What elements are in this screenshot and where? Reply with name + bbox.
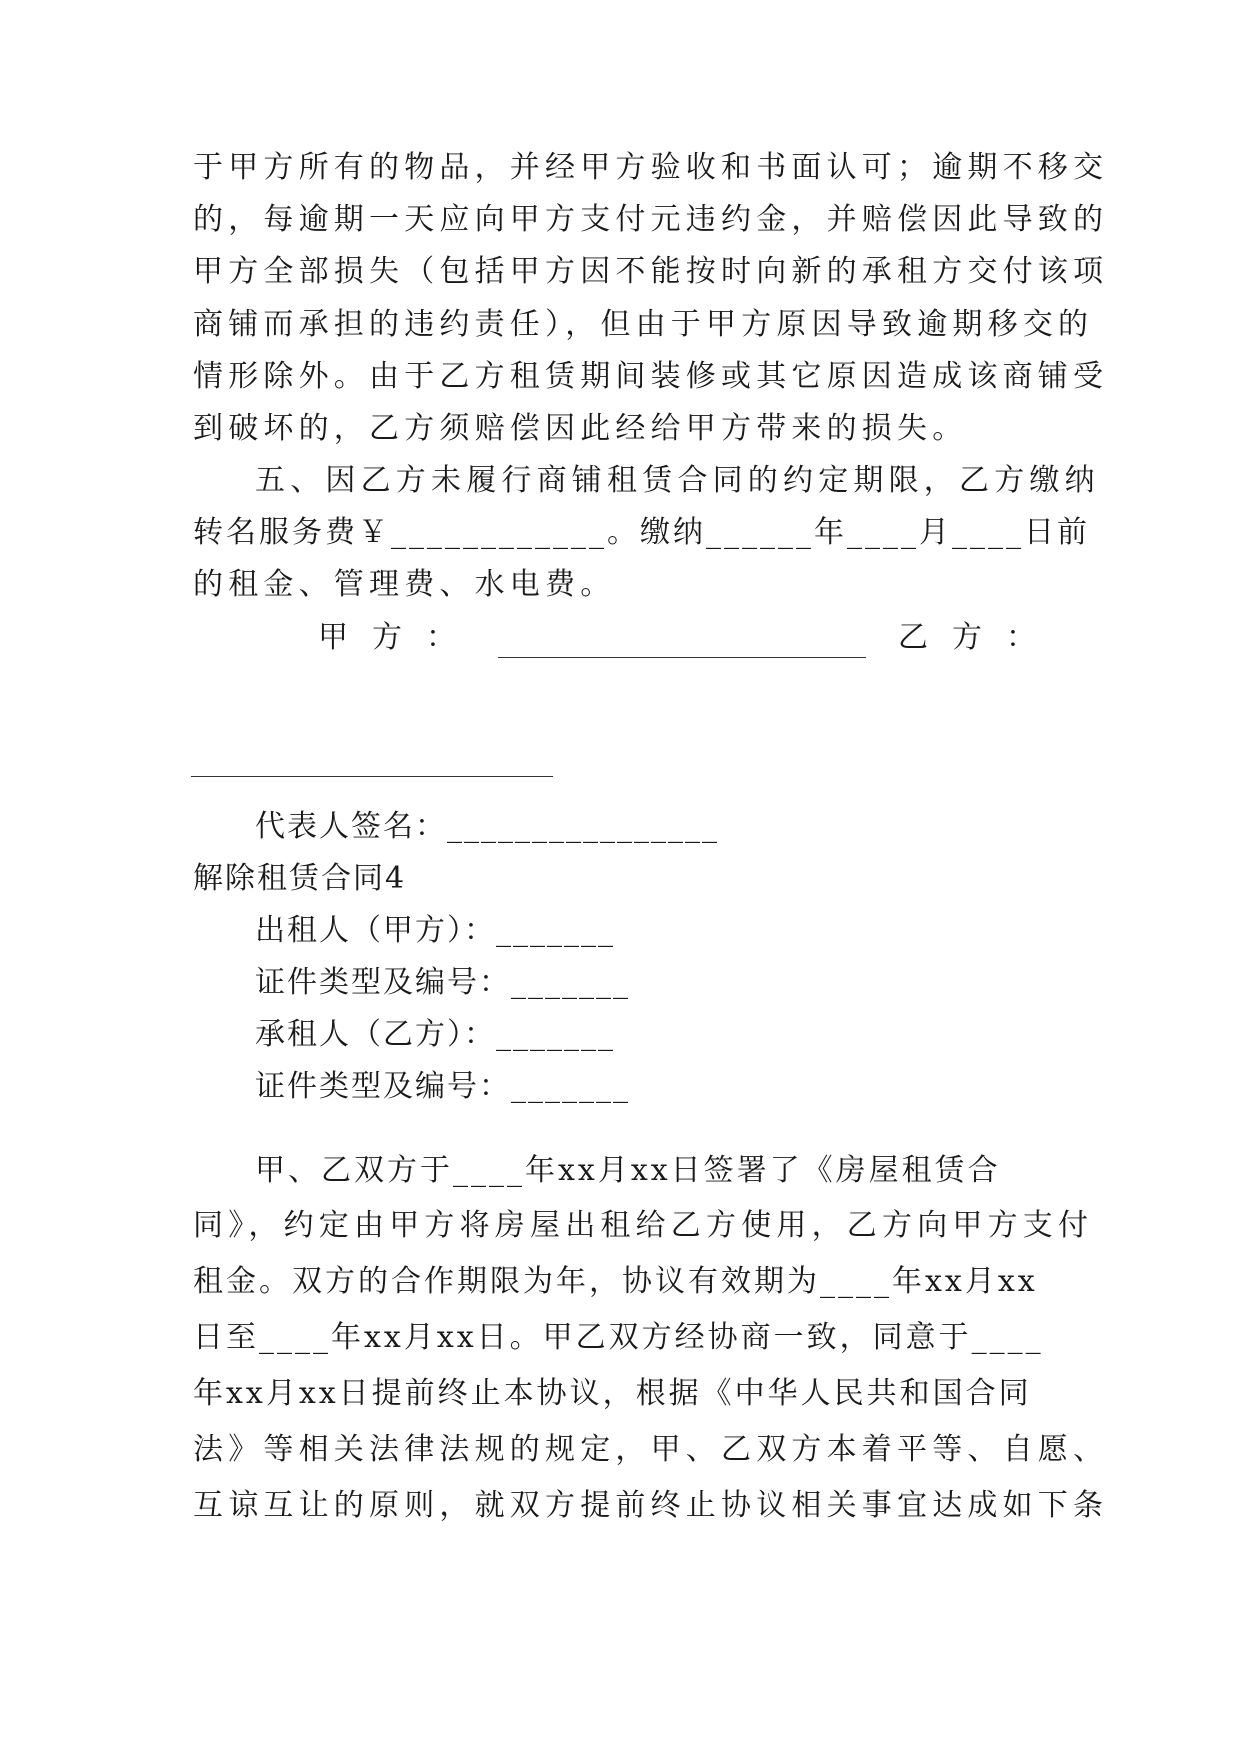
paragraph-line: 商铺而承担的违约责任），但由于甲方原因导致逾期移交的 bbox=[193, 307, 1094, 342]
paragraph-line: 租金。双方的合作期限为年，协议有效期为____年xx月xx bbox=[193, 1264, 1038, 1299]
paragraph-line: 的租金、管理费、水电费。 bbox=[193, 567, 616, 602]
lessor-field: 出租人（甲方）：_______ bbox=[255, 913, 615, 948]
id-type-field: 证件类型及编号：_______ bbox=[255, 965, 630, 1000]
paragraph-line: 到破坏的，乙方须赔偿因此经给甲方带来的损失。 bbox=[193, 411, 968, 446]
lessee-field: 承租人（乙方）：_______ bbox=[255, 1017, 615, 1052]
section-title: 解除租赁合同4 bbox=[193, 861, 407, 896]
paragraph-line: 法》等相关法律法规的规定，甲、乙双方本着平等、自愿、 bbox=[193, 1432, 1109, 1467]
party-a-signature-line bbox=[498, 657, 866, 658]
paragraph-line: 互谅互让的原则，就双方提前终止协议相关事宜达成如下条 bbox=[193, 1488, 1109, 1523]
party-b-label: 乙方： bbox=[898, 620, 1060, 655]
representative-signature: 代表人签名：________________ bbox=[255, 809, 719, 844]
paragraph-line: 甲、乙双方于____年xx月xx日签署了《房屋租赁合 bbox=[255, 1153, 1001, 1188]
paragraph-line: 情形除外。由于乙方租赁期间装修或其它原因造成该商铺受 bbox=[193, 359, 1109, 394]
paragraph-line: 转名服务费￥____________。缴纳______年____月____日前 bbox=[193, 515, 1090, 550]
paragraph-line: 五、因乙方未履行商铺租赁合同的约定期限，乙方缴纳 bbox=[255, 463, 1100, 498]
paragraph-line: 甲方全部损失（包括甲方因不能按时向新的承租方交付该项 bbox=[193, 254, 1109, 289]
paragraph-line: 同》，约定由甲方将房屋出租给乙方使用，乙方向甲方支付 bbox=[193, 1208, 1094, 1243]
paragraph-line: 日至____年xx月xx日。甲乙双方经协商一致，同意于____ bbox=[193, 1320, 1044, 1355]
paragraph-line: 年xx月xx日提前终止本协议，根据《中华人民共和国合同 bbox=[193, 1376, 1032, 1411]
paragraph-line: 的，每逾期一天应向甲方支付元违约金，并赔偿因此导致的 bbox=[193, 202, 1109, 237]
paragraph-line: 于甲方所有的物品，并经甲方验收和书面认可；逾期不移交 bbox=[193, 150, 1109, 185]
party-b-signature-line bbox=[191, 776, 553, 777]
party-a-label: 甲方： bbox=[318, 620, 480, 655]
id-type-field: 证件类型及编号：_______ bbox=[255, 1069, 630, 1104]
